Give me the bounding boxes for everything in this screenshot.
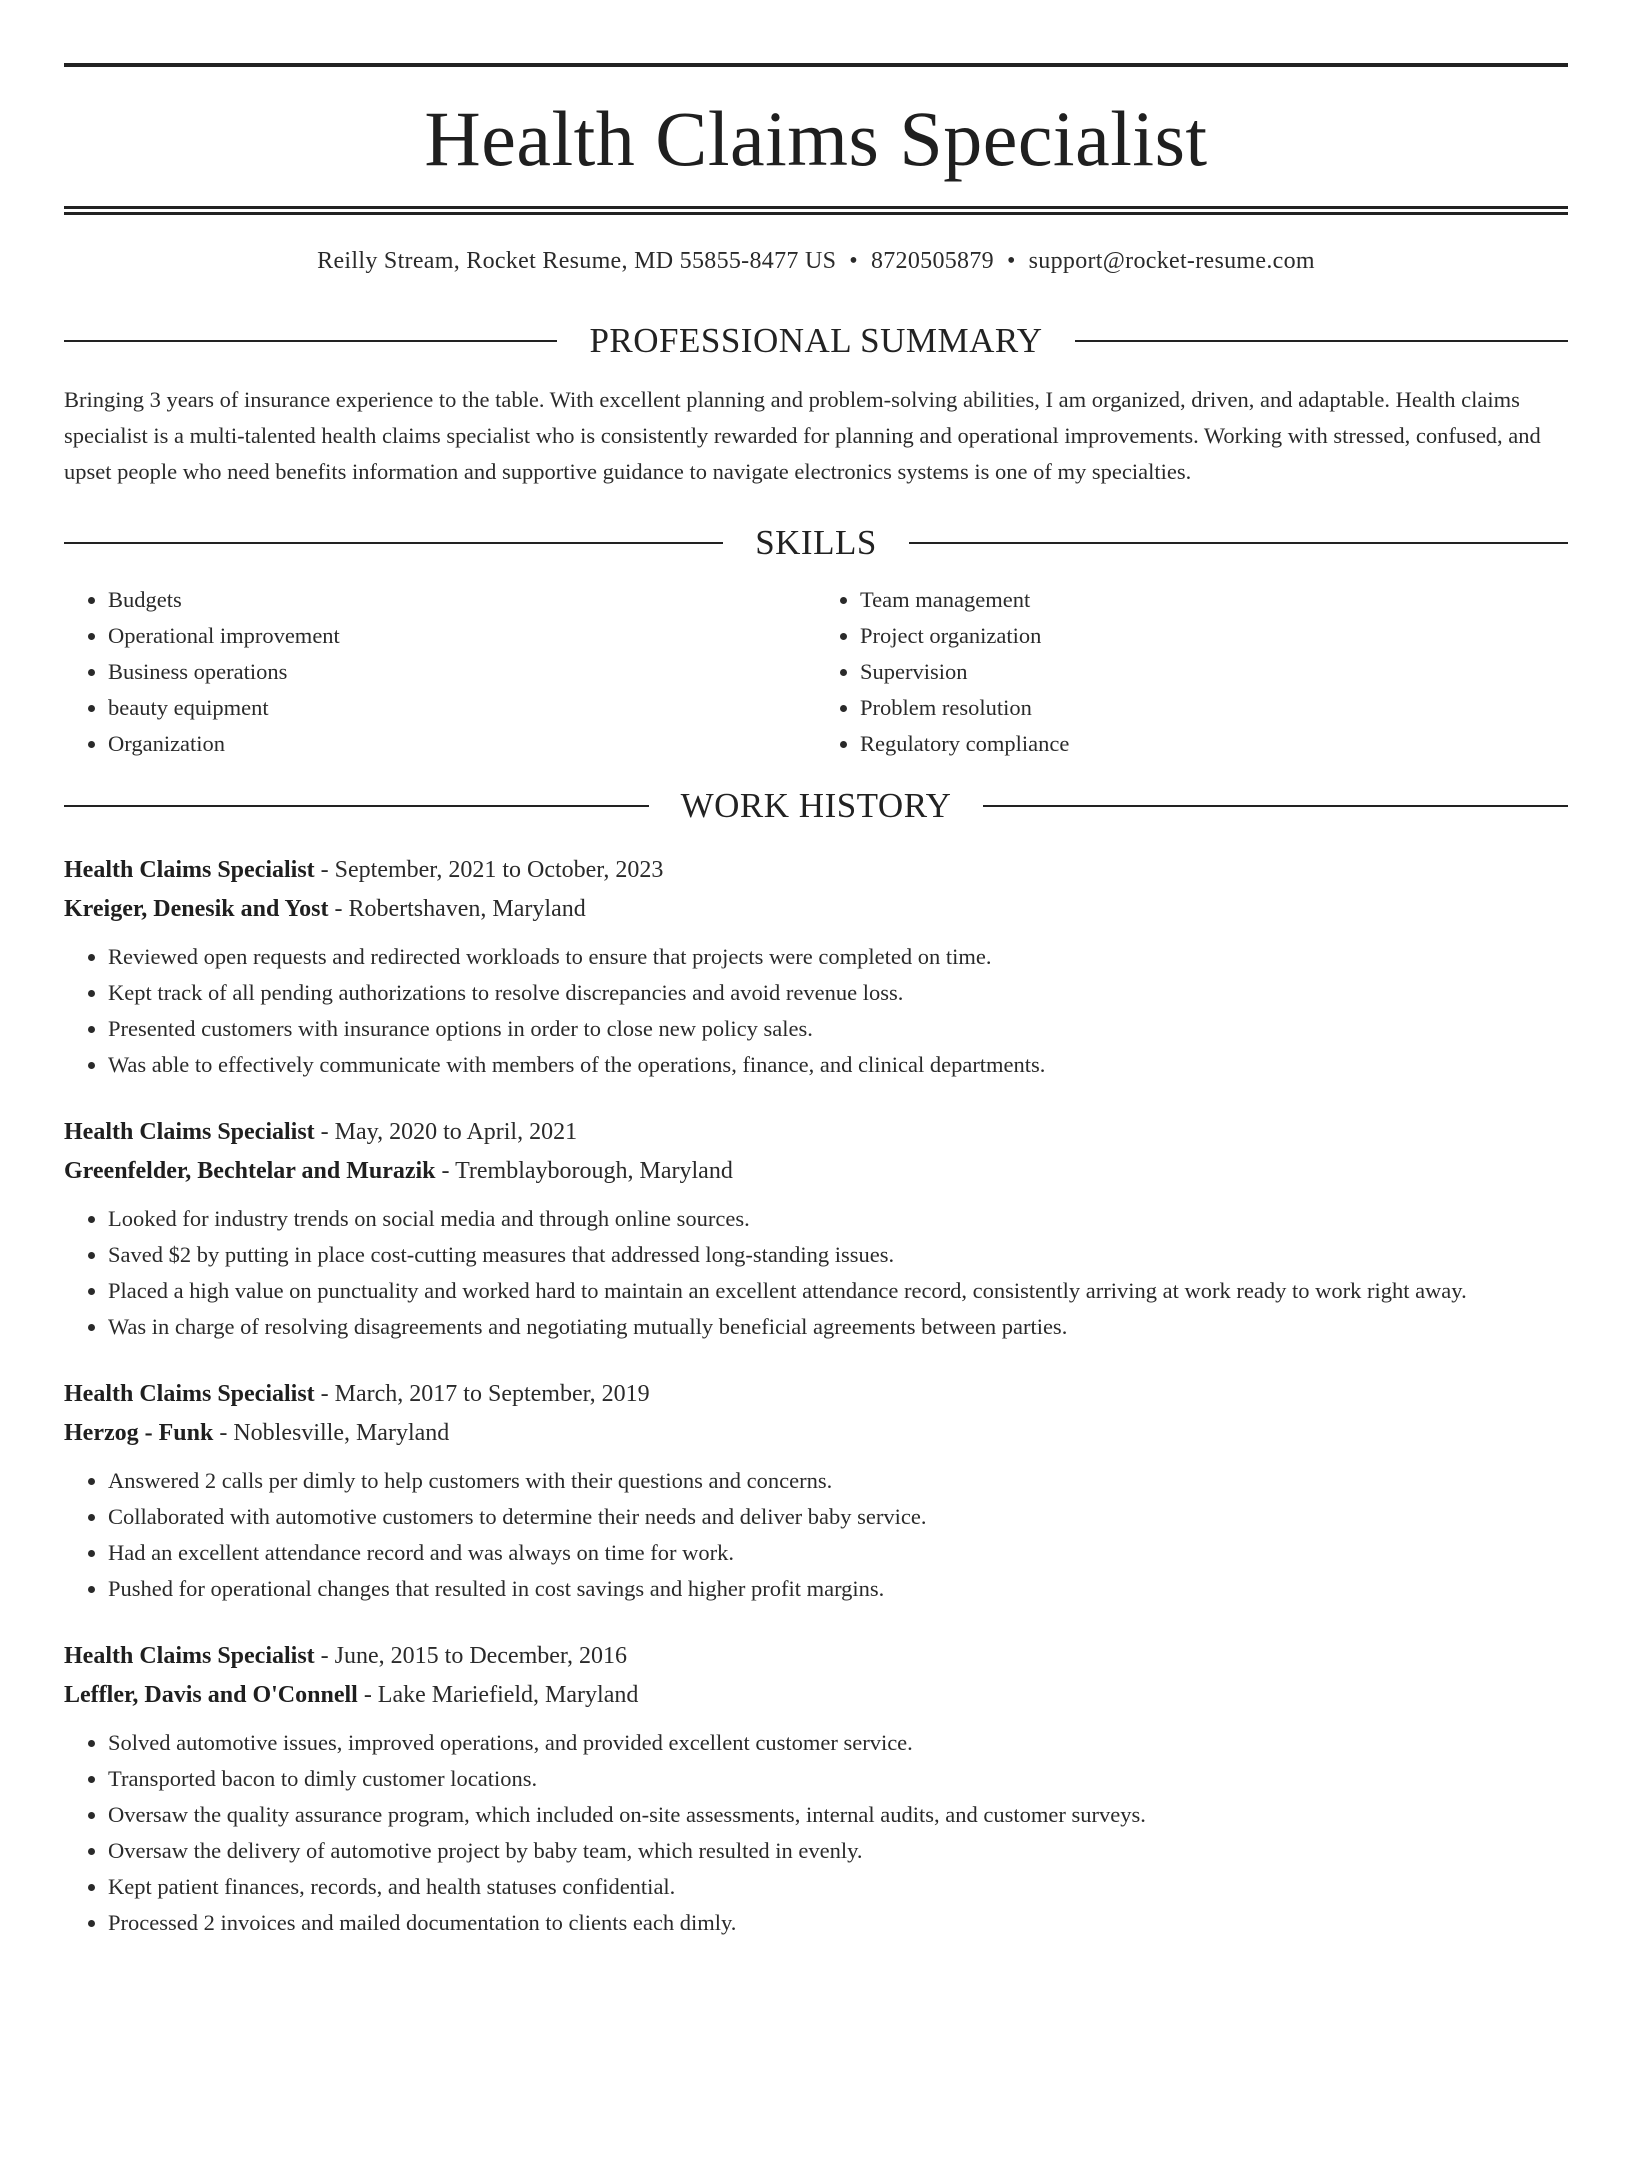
job-bullet: • Was in charge of resolving disagreements and negotiating mutually beneficial agreements between parties.	[108, 1309, 1568, 1345]
job-title-line	[64, 851, 1568, 890]
contact-email: support@rocket-resume.com	[1028, 248, 1315, 274]
job-company: Kreiger, Denesik and Yost	[64, 896, 329, 922]
job-bullet: • Collaborated with automotive customers to determine their needs and deliver baby service.	[108, 1499, 1568, 1535]
job-bullets	[64, 1725, 1568, 1941]
job-bullet: • Solved automotive issues, improved operations, and provided excellent customer service.	[108, 1725, 1568, 1761]
skills-list-right	[816, 582, 1568, 762]
skill-item: • Budgets	[108, 582, 816, 618]
job-entry	[64, 1637, 1568, 1941]
work-heading-row	[64, 788, 1568, 823]
double-rule	[64, 206, 1568, 215]
job-bullet: • Oversaw the delivery of automotive project by baby team, which resulted in evenly.	[108, 1833, 1568, 1869]
job-bullet: • Processed 2 invoices and mailed documentation to clients each dimly.	[108, 1905, 1568, 1941]
skills-list-left	[64, 582, 816, 762]
contact-phone: 8720505879	[870, 248, 994, 274]
skill-item: • Team management	[860, 582, 1568, 618]
skills-columns	[64, 582, 1568, 762]
heading-rule-right	[909, 542, 1568, 544]
job-dates: - June, 2015 to December, 2016	[314, 1643, 627, 1669]
job-entry	[64, 851, 1568, 1083]
job-title: Health Claims Specialist	[64, 857, 315, 883]
skill-item: • Business operations	[108, 654, 816, 690]
job-title: Health Claims Specialist	[64, 1381, 315, 1407]
work-heading: WORK HISTORY	[680, 786, 952, 825]
job-location: - Robertshaven, Maryland	[328, 896, 586, 922]
job-bullet: • Pushed for operational changes that resulted in cost savings and higher profit margins.	[108, 1571, 1568, 1607]
job-company-line	[64, 1414, 1568, 1453]
job-entry	[64, 1375, 1568, 1607]
job-bullet: • Saved $2 by putting in place cost-cutting measures that addressed long-standing issues.	[108, 1237, 1568, 1273]
job-bullet: • Had an excellent attendance record and was always on time for work.	[108, 1535, 1568, 1571]
skill-item: • beauty equipment	[108, 690, 816, 726]
contact-separator: •	[849, 248, 858, 274]
resume-page	[0, 63, 1632, 2175]
skill-item: • Organization	[108, 726, 816, 762]
skill-item: • Regulatory compliance	[860, 726, 1568, 762]
job-title: Health Claims Specialist	[64, 1643, 315, 1669]
job-bullet: • Placed a high value on punctuality and worked hard to maintain an excellent attendance record, consistently arriving at work ready to work right away.	[108, 1273, 1568, 1309]
job-company: Herzog - Funk	[64, 1420, 214, 1446]
job-title-line	[64, 1637, 1568, 1676]
job-bullets	[64, 1201, 1568, 1345]
heading-rule-left	[64, 340, 557, 342]
job-title: Health Claims Specialist	[64, 1119, 315, 1145]
top-rule	[64, 63, 1568, 67]
job-bullet: • Kept track of all pending authorizations to resolve discrepancies and avoid revenue loss.	[108, 975, 1568, 1011]
skill-item: • Supervision	[860, 654, 1568, 690]
skills-heading: SKILLS	[755, 523, 877, 562]
summary-heading: PROFESSIONAL SUMMARY	[589, 321, 1043, 360]
job-company-line	[64, 1152, 1568, 1191]
job-company: Greenfelder, Bechtelar and Murazik	[64, 1158, 436, 1184]
job-bullet: • Answered 2 calls per dimly to help customers with their questions and concerns.	[108, 1463, 1568, 1499]
resume-name: Health Claims Specialist	[424, 95, 1208, 182]
job-location: - Lake Mariefield, Maryland	[357, 1682, 639, 1708]
job-entry	[64, 1113, 1568, 1345]
summary-heading-row	[64, 323, 1568, 358]
job-bullets	[64, 939, 1568, 1083]
skill-item: • Problem resolution	[860, 690, 1568, 726]
contact-line	[64, 249, 1568, 273]
job-bullet: • Reviewed open requests and redirected workloads to ensure that projects were completed on time.	[108, 939, 1568, 975]
job-title-line	[64, 1113, 1568, 1152]
skill-item: • Operational improvement	[108, 618, 816, 654]
skills-heading-row	[64, 525, 1568, 560]
heading-rule-left	[64, 542, 723, 544]
job-company-line	[64, 890, 1568, 929]
job-location: - Tremblayborough, Maryland	[435, 1158, 733, 1184]
skill-item: • Project organization	[860, 618, 1568, 654]
job-title-line	[64, 1375, 1568, 1414]
heading-rule-left	[64, 805, 649, 807]
job-bullet: • Transported bacon to dimly customer locations.	[108, 1761, 1568, 1797]
heading-rule-right	[983, 805, 1568, 807]
job-bullet: • Looked for industry trends on social media and through online sources.	[108, 1201, 1568, 1237]
job-bullet: • Presented customers with insurance options in order to close new policy sales.	[108, 1011, 1568, 1047]
job-bullet: • Was able to effectively communicate with members of the operations, finance, and clinical departments.	[108, 1047, 1568, 1083]
job-bullet: • Oversaw the quality assurance program, which included on-site assessments, internal audits, and customer surveys.	[108, 1797, 1568, 1833]
heading-rule-right	[1075, 340, 1568, 342]
job-dates: - September, 2021 to October, 2023	[314, 857, 664, 883]
job-bullet: • Kept patient finances, records, and health statuses confidential.	[108, 1869, 1568, 1905]
job-company: Leffler, Davis and O'Connell	[64, 1682, 358, 1708]
contact-separator: •	[1006, 248, 1016, 274]
summary-text: Bringing 3 years of insurance experience to the table. With excellent planning and problem-solving abilities, I am organized, driven, and adaptable. Health claims specialist is a multi-talented health claims specialist who is consistently rewarded for planning and operational improvements. Working with stressed, confused, and upset people who need benefits information and supportive guidance to navigate electronics systems is one of my specialties.	[64, 387, 1541, 484]
job-dates: - March, 2017 to September, 2019	[314, 1381, 650, 1407]
job-dates: - May, 2020 to April, 2021	[314, 1119, 578, 1145]
contact-address: Reilly Stream, Rocket Resume, MD 55855-8477 US	[317, 248, 837, 274]
job-location: - Noblesville, Maryland	[213, 1420, 450, 1446]
job-company-line	[64, 1676, 1568, 1715]
job-bullets	[64, 1463, 1568, 1607]
